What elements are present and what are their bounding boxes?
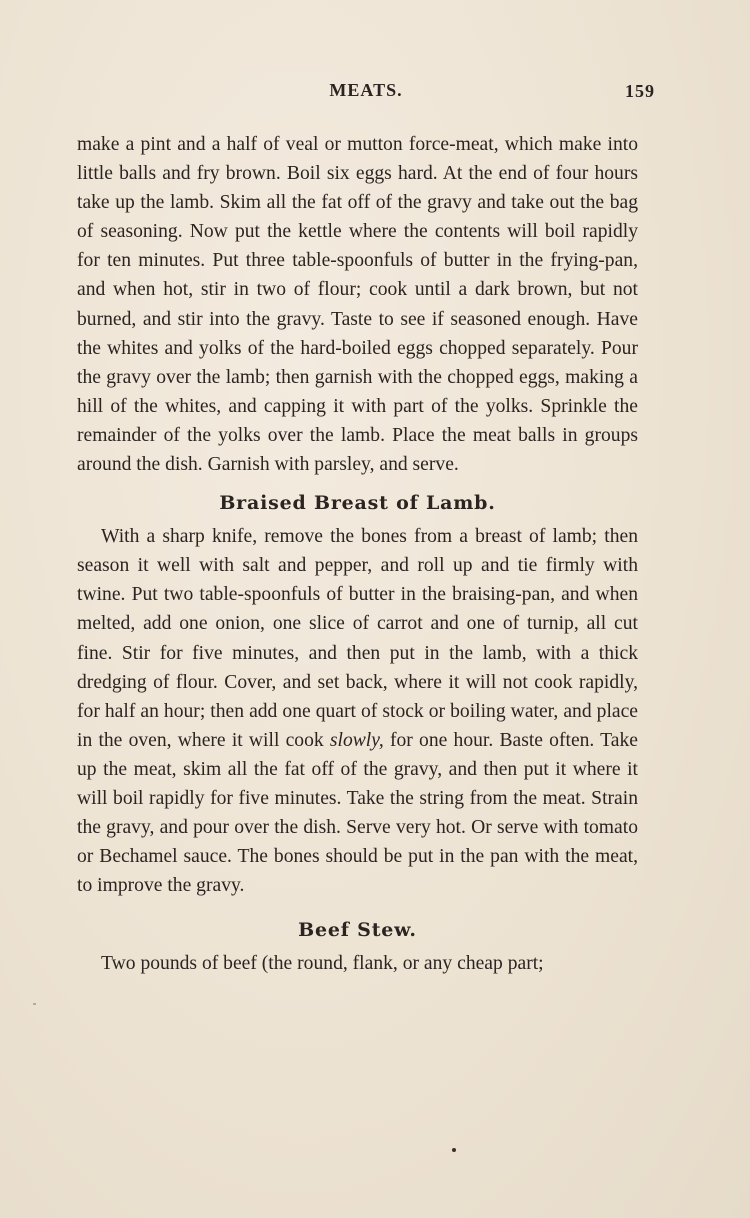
- beef-stew-paragraph: Two pounds of beef (the round, flank, or any cheap part;: [101, 953, 544, 975]
- braised-breast-text-part-1: With a sharp knife, remove the bones from a breast of lamb; then season it well with salt and pepper, and roll up and tie firmly with twine. Put two table-spoonfuls of butter in the braising-pan, and when melted, add one onion, one slice of carrot and one of turnip, all cut fine. Stir for five minutes, and then put in the lamb, with a thick dredging of flour. Cover, and set back, where it will not cook rapidly, for half an hour; then add one quart of stock or boiling water, and place in the oven, where it will cook: [77, 526, 638, 751]
- page-number: 159: [625, 81, 655, 101]
- section-heading-beef-stew: Beef Stew.: [298, 919, 417, 942]
- continuation-paragraph: make a pint and a half of veal or mutton force-meat, which make into little balls and fry brown. Boil six eggs hard. At the end of four hours take up the lamb. Skim all the fat off of the gravy and take out the bag of seasoning. Now put the kettle where the contents will boil rapidly for ten minutes. Put three table-spoonfuls of butter in the frying-pan, and when hot, stir in two of flour; cook until a dark brown, but not burned, and stir into the gravy. Taste to see if seasoned enough. Have the whites and yolks of the hard-boiled eggs chopped separately. Pour the gravy over the lamb; then garnish with the chopped eggs, making a hill of the whites, and capping it with part of the yolks. Sprinkle the remainder of the yolks over the lamb. Place the meat balls in groups around the dish. Garnish with parsley, and serve.: [77, 134, 638, 476]
- braised-breast-text-part-2: for one hour. Baste often. Take up the meat, skim all the fat off of the gravy, and then put it where it will boil rapidly for five minutes. Take the string from the meat. Strain the gravy, and pour over the dish. Serve very hot. Or serve with tomato or Bechamel sauce. The bones should be put in the pan with the meat, to improve the gravy.: [77, 729, 638, 897]
- running-head: MEATS.: [329, 80, 403, 100]
- section-heading-braised-breast-of-lamb: Braised Breast of Lamb.: [219, 492, 496, 515]
- page-body: [77, 130, 638, 978]
- italic-word-slowly: slowly,: [329, 729, 384, 751]
- ink-speck: [452, 1148, 456, 1152]
- page-header: [77, 80, 655, 106]
- paper-mark: [33, 1003, 36, 1005]
- braised-breast-paragraph: [77, 522, 638, 900]
